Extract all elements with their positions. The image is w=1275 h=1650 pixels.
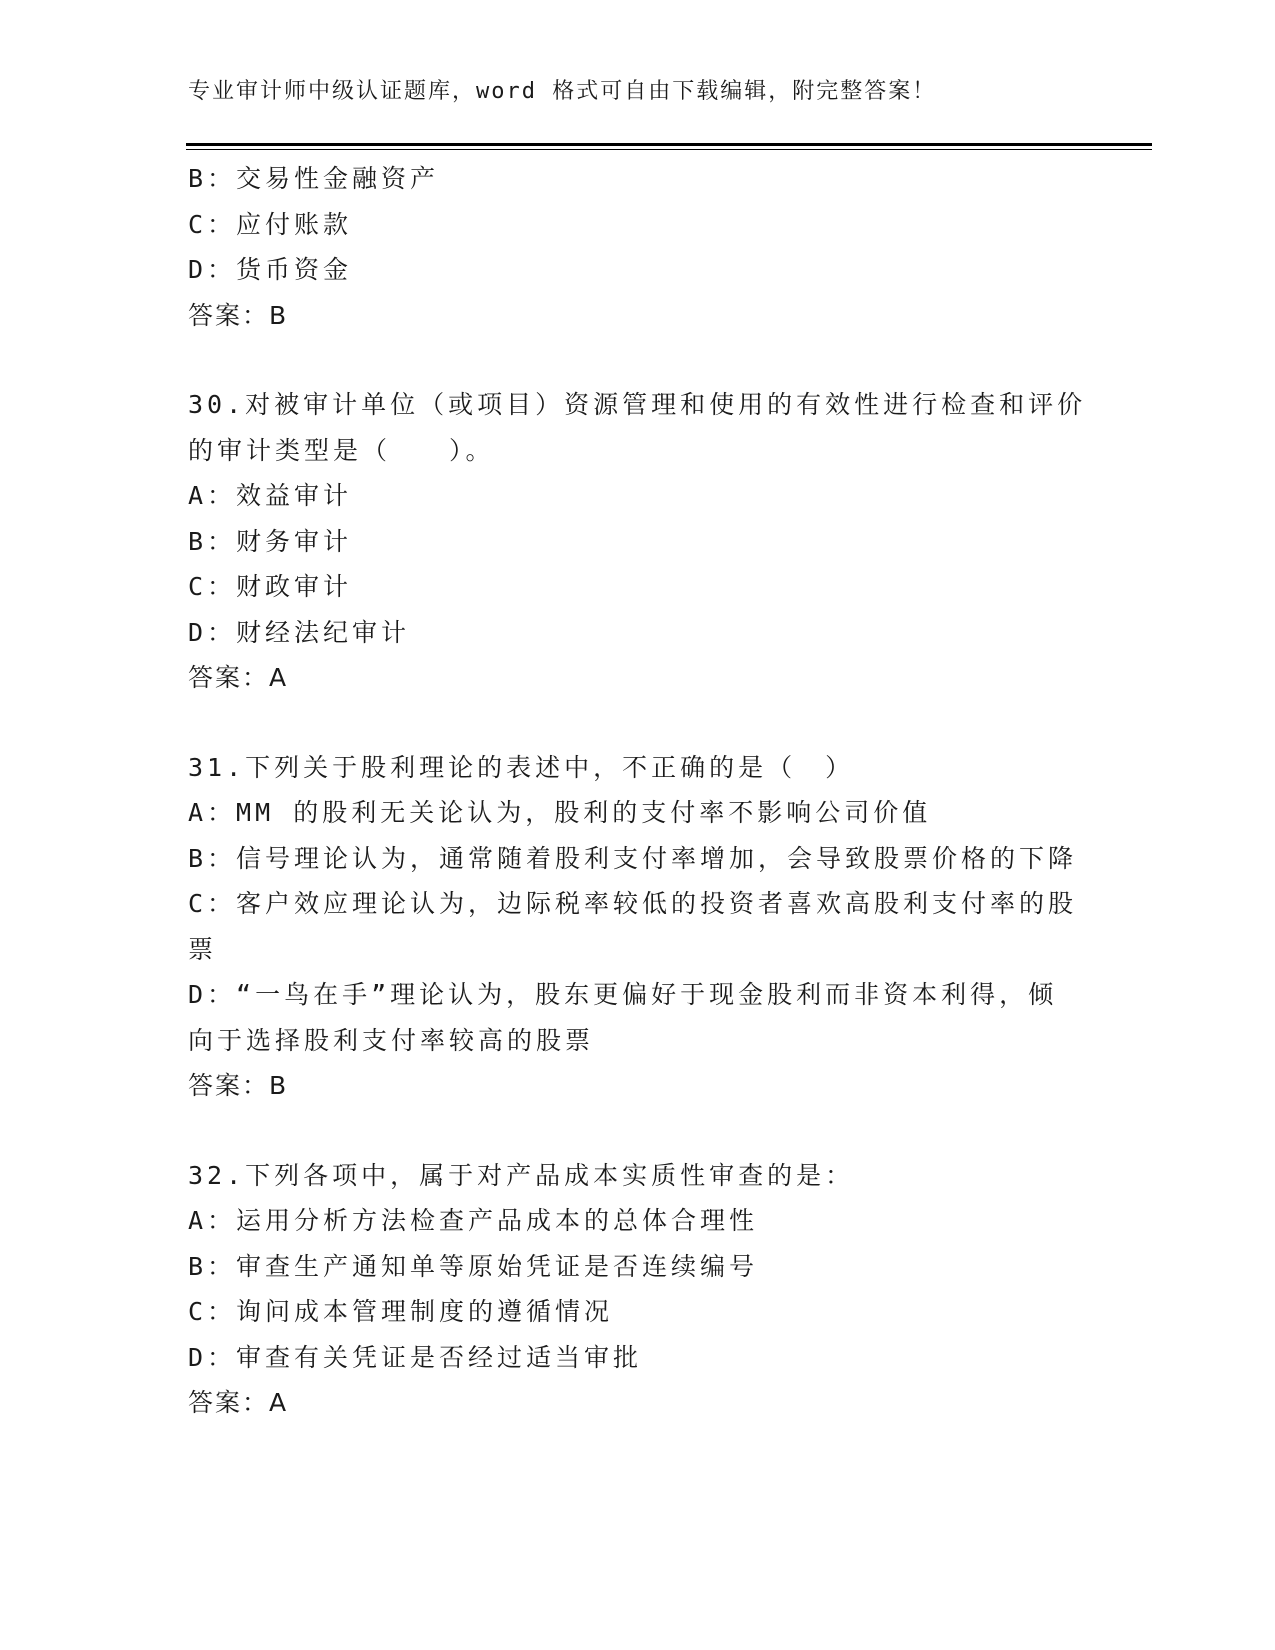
question-content (188, 156, 1088, 1426)
option-d: D：货币资金 (188, 255, 353, 284)
question-stem-line: 32.下列各项中，属于对产品成本实质性审查的是： (188, 1160, 855, 1190)
option-b: B：信号理论认为，通常随着股利支付率增加，会导致股票价格的下降 (188, 843, 1078, 873)
header-rule-thin (186, 149, 1152, 150)
option-b: B：审查生产通知单等原始凭证是否连续编号 (188, 1251, 759, 1281)
option-c-continued: 票 (188, 934, 218, 964)
answer-line: 答案：A (188, 663, 289, 692)
option-a: A：MM 的股利无关论认为，股利的支付率不影响公司价值 (188, 798, 932, 827)
spacer (188, 701, 1088, 745)
question-stem-line: 31.下列关于股利理论的表述中，不正确的是（ ） (188, 752, 855, 782)
option-d: D：财经法纪审计 (188, 617, 411, 647)
page-header: 专业审计师中级认证题库，word 格式可自由下载编辑，附完整答案！ (188, 79, 937, 104)
option-c: C：客户效应理论认为，边际税率较低的投资者喜欢高股利支付率的股 (188, 889, 1078, 918)
header-rule-thick (186, 143, 1152, 146)
option-d: D：审查有关凭证是否经过适当审批 (188, 1342, 643, 1372)
question-30 (188, 382, 1088, 701)
option-c: C：应付账款 (188, 209, 353, 239)
option-a: A：效益审计 (188, 481, 353, 510)
question-31 (188, 745, 1088, 1109)
option-a: A：运用分析方法检查产品成本的总体合理性 (188, 1206, 759, 1235)
prev-question-block (188, 156, 1088, 338)
question-stem-line: 的审计类型是（ ）。 (188, 435, 495, 465)
option-d: D：“一鸟在手”理论认为，股东更偏好于现金股利而非资本利得，倾 (188, 980, 1058, 1009)
answer-line: 答案：B (188, 300, 289, 330)
option-c: C：询问成本管理制度的遵循情况 (188, 1297, 614, 1326)
spacer (188, 338, 1088, 382)
answer-line: 答案：B (188, 1071, 289, 1100)
question-stem-line: 30.对被审计单位（或项目）资源管理和使用的有效性进行检查和评价 (188, 390, 1087, 419)
answer-line: 答案：A (188, 1388, 289, 1417)
option-b: B：交易性金融资产 (188, 164, 440, 193)
question-32 (188, 1153, 1088, 1426)
option-c: C：财政审计 (188, 572, 353, 601)
option-d-continued: 向于选择股利支付率较高的股票 (188, 1025, 595, 1055)
option-b: B：财务审计 (188, 526, 353, 556)
spacer (188, 1109, 1088, 1153)
